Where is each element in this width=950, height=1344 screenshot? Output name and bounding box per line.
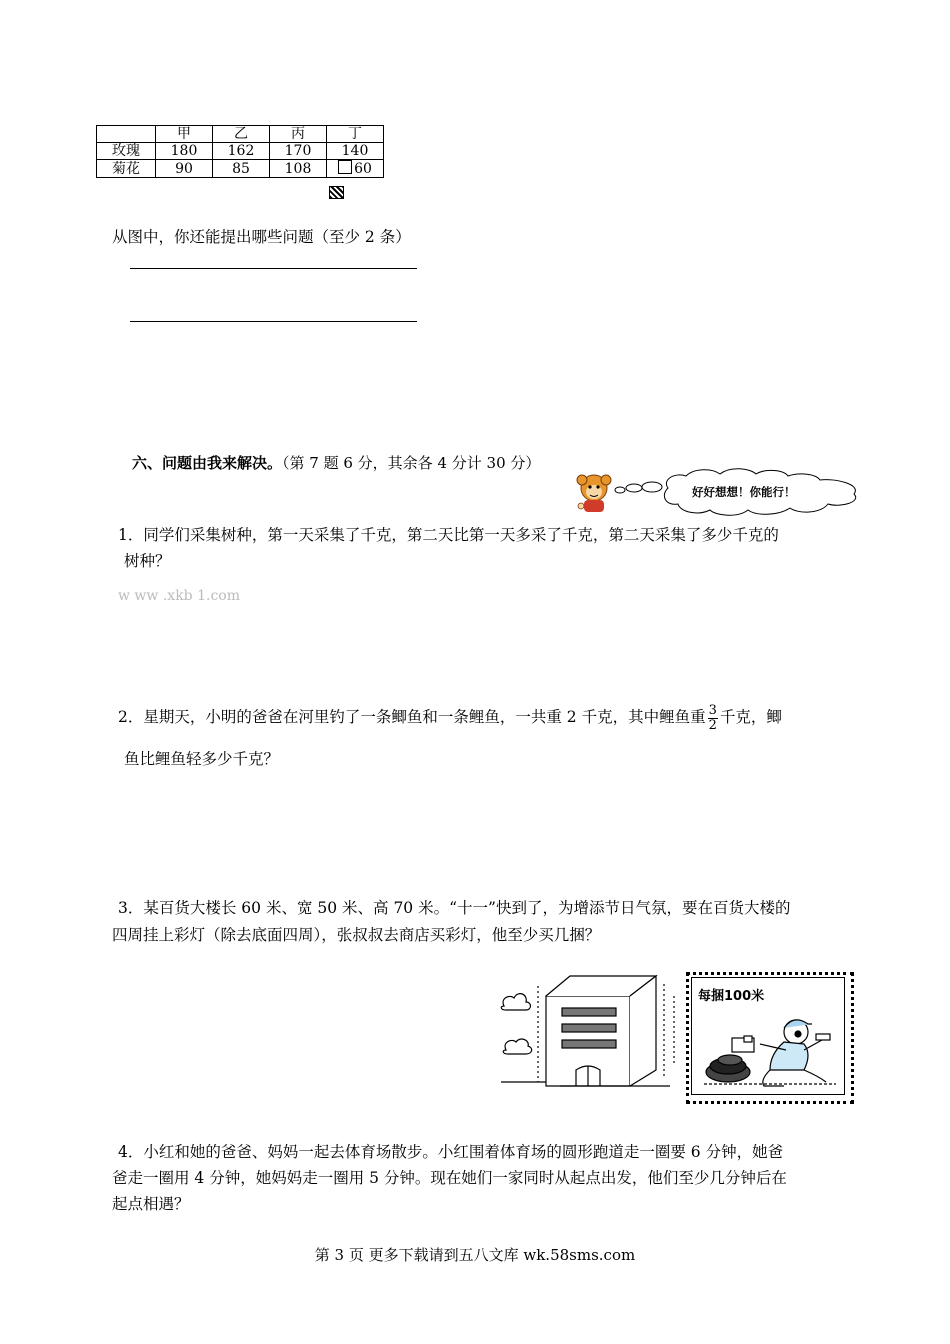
question-1-text: 1．同学们采集树种，第一天采集了千克，第二天比第一天多采了千克，第二天采集了多少千克的 bbox=[118, 526, 779, 544]
fraction-numerator: 3 bbox=[708, 702, 717, 718]
question-4-line-2: 爸走一圈用 4 分钟，她妈妈走一圈用 5 分钟。现在她们一家同时从起点出发，他们至少几分钟后在 bbox=[112, 1169, 787, 1187]
table-header-cell: 丁 bbox=[327, 126, 384, 143]
table-header-cell: 乙 bbox=[213, 126, 270, 143]
section-title: 六、问题由我来解决。 bbox=[132, 454, 283, 472]
table-cell: 85 bbox=[213, 160, 270, 178]
question-2-text-b: 千克，鲫 bbox=[719, 708, 782, 726]
thought-bubble-text: 好好想想！你能行！ bbox=[692, 485, 796, 499]
table-cell-with-box bbox=[327, 160, 384, 178]
table-header-cell: 丙 bbox=[270, 126, 327, 143]
table-cell-value: 60 bbox=[354, 161, 372, 177]
question-4-line-1: 4．小红和她的爸爸、妈妈一起去体育场散步。小红围着体育场的圆形跑道走一圈要 6 分钟，她爸 bbox=[118, 1143, 784, 1161]
question-3-line-2: 四周挂上彩灯（除去底面四周），张叔叔去商店买彩灯，他至少买几捆？ bbox=[112, 926, 601, 944]
table-header-cell bbox=[97, 126, 156, 143]
watermark-text: w ww .xkb 1.com bbox=[118, 588, 240, 604]
fraction-denominator: 2 bbox=[708, 717, 717, 733]
table-cell: 108 bbox=[270, 160, 327, 178]
table-cell: 140 bbox=[327, 143, 384, 160]
question-4-line-3: 起点相遇？ bbox=[112, 1195, 190, 1213]
department-store-building-icon bbox=[501, 976, 674, 1086]
hatched-legend-icon bbox=[329, 186, 344, 199]
question-3-line-1: 3．某百货大楼长 60 米、宽 50 米、高 70 米。“十一”快到了，为增添节日气氛，要在百货大楼的 bbox=[118, 899, 791, 917]
table-cell: 180 bbox=[156, 143, 213, 160]
question-1-text-cont: 树种？ bbox=[124, 552, 171, 570]
question-2-text-cont: 鱼比鲤鱼轻多少千克？ bbox=[124, 750, 280, 768]
table-header-row bbox=[97, 126, 384, 143]
flower-table bbox=[96, 125, 384, 178]
cable-length-sign: 每捆100米 bbox=[698, 989, 765, 1004]
answer-line bbox=[130, 268, 417, 269]
table-row bbox=[97, 143, 384, 160]
table-cell: 162 bbox=[213, 143, 270, 160]
table-header-cell: 甲 bbox=[156, 126, 213, 143]
worker-with-cable-icon bbox=[704, 1020, 836, 1086]
worker-illustration bbox=[700, 1010, 840, 1090]
fraction bbox=[708, 704, 718, 733]
section-note: （第 7 题 6 分，其余各 4 分计 30 分） bbox=[282, 454, 541, 472]
table-cell: 170 bbox=[270, 143, 327, 160]
answer-line bbox=[130, 321, 417, 322]
table-cell: 90 bbox=[156, 160, 213, 178]
legend-box-icon bbox=[338, 160, 352, 174]
question-prompt: 从图中，你还能提出哪些问题（至少 2 条） bbox=[112, 228, 411, 246]
question-2-text bbox=[118, 700, 782, 734]
monkey-icon bbox=[577, 475, 611, 512]
section-heading bbox=[132, 451, 540, 475]
table-row-label: 菊花 bbox=[97, 160, 156, 178]
page-footer: 第 3 页 更多下载请到五八文库 wk.58sms.com bbox=[314, 1246, 636, 1264]
building-illustration bbox=[498, 966, 688, 1092]
table-row-label: 玫瑰 bbox=[97, 143, 156, 160]
table-row bbox=[97, 160, 384, 178]
question-2-text-a: 2．星期天，小明的爸爸在河里钓了一条鲫鱼和一条鲤鱼，一共重 2 千克，其中鲤鱼重 bbox=[118, 708, 706, 726]
